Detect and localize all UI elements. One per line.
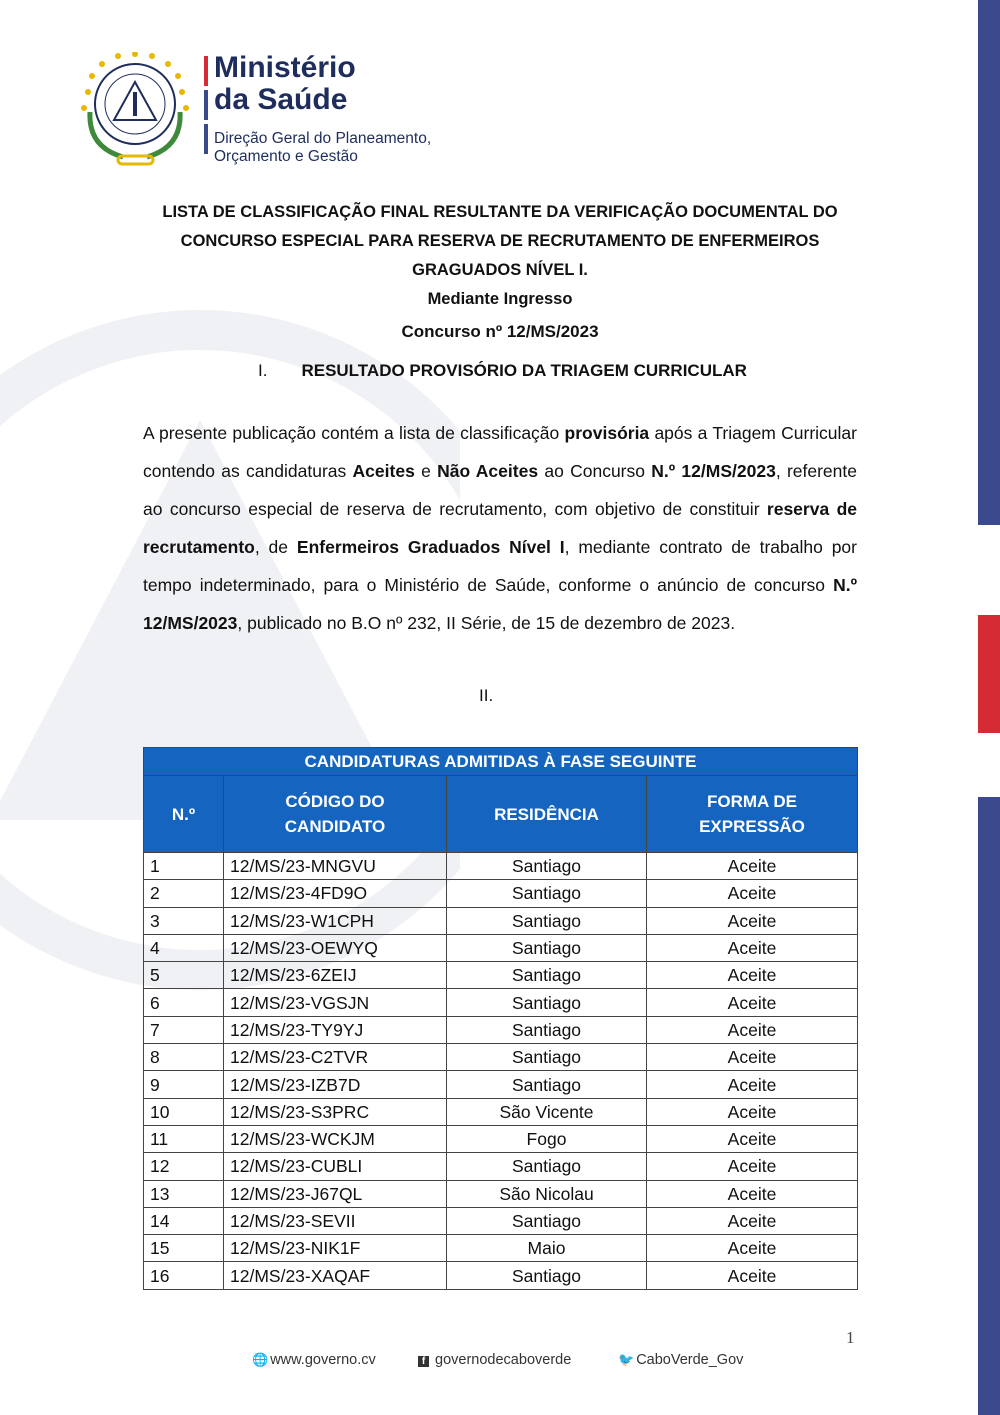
row-residence: Santiago [447,989,647,1016]
row-residence: Santiago [447,934,647,961]
table-row [144,1044,858,1071]
facebook-icon: f [418,1356,429,1367]
row-residence: Santiago [447,1044,647,1071]
globe-icon: 🌐 [252,1352,269,1367]
row-residence: Maio [447,1235,647,1262]
page-number: 1 [846,1328,855,1347]
table-row [144,1016,858,1043]
row-residence: São Nicolau [447,1180,647,1207]
row-residence: Santiago [447,962,647,989]
table-row [144,1071,858,1098]
row-residence: Santiago [447,1016,647,1043]
table-row [144,853,858,880]
col-header-status: FORMA DE EXPRESSÃO [647,776,858,853]
row-number: 3 [144,907,224,934]
row-number: 10 [144,1098,224,1125]
row-code: 12/MS/23-IZB7D [224,1071,447,1098]
title-line-4: Mediante Ingresso [427,290,573,308]
twitter-icon: 🐦 [618,1352,635,1367]
row-status: Aceite [647,1125,858,1152]
row-code: 12/MS/23-C2TVR [224,1044,447,1071]
table-row [144,1098,858,1125]
row-number: 6 [144,989,224,1016]
row-status: Aceite [647,1262,858,1289]
row-code: 12/MS/23-J67QL [224,1180,447,1207]
coat-of-arms-logo [78,52,193,170]
footer-facebook[interactable]: f governodecaboverde [418,1352,571,1368]
row-status: Aceite [647,1235,858,1262]
row-number: 16 [144,1262,224,1289]
table-row [144,1153,858,1180]
side-bar-blue-top [978,0,1000,525]
row-code: 12/MS/23-W1CPH [224,907,447,934]
row-residence: Santiago [447,853,647,880]
sub-line-1: Direção Geral do Planeamento, [214,130,432,147]
row-code: 12/MS/23-SEVII [224,1207,447,1234]
table-row [144,1207,858,1234]
row-status: Aceite [647,880,858,907]
side-bar-blue-bottom [978,797,1000,1415]
row-number: 13 [144,1180,224,1207]
title-line-2: CONCURSO ESPECIAL PARA RESERVA DE RECRUTAMENTO DE ENFERMEIROS [180,232,820,250]
row-status: Aceite [647,1044,858,1071]
section-1-title: RESULTADO PROVISÓRIO DA TRIAGEM CURRICULAR [301,361,747,380]
row-status: Aceite [647,934,858,961]
row-status: Aceite [647,989,858,1016]
row-code: 12/MS/23-NIK1F [224,1235,447,1262]
row-residence: Fogo [447,1125,647,1152]
row-residence: Santiago [447,1071,647,1098]
row-status: Aceite [647,962,858,989]
sub-line-2: Orçamento e Gestão [214,148,358,165]
row-number: 9 [144,1071,224,1098]
row-code: 12/MS/23-6ZEIJ [224,962,447,989]
footer-twitter[interactable]: 🐦 CaboVerde_Gov [618,1352,744,1368]
row-number: 12 [144,1153,224,1180]
table-row [144,907,858,934]
row-number: 5 [144,962,224,989]
concurso-number: Concurso nº 12/MS/2023 [401,322,599,341]
row-code: 12/MS/23-TY9YJ [224,1016,447,1043]
row-residence: Santiago [447,880,647,907]
document-title [140,198,860,314]
row-status: Aceite [647,1071,858,1098]
brand-title [214,52,356,116]
title-line-1: LISTA DE CLASSIFICAÇÃO FINAL RESULTANTE DA VERIFICAÇÃO DOCUMENTAL DO [162,203,838,221]
table-row [144,1180,858,1207]
row-number: 2 [144,880,224,907]
row-residence: Santiago [447,1153,647,1180]
table-row [144,934,858,961]
brand-line-1: Ministério [214,51,356,84]
table-row [144,1262,858,1289]
candidates-table [143,747,858,1290]
row-code: 12/MS/23-4FD9O [224,880,447,907]
row-code: 12/MS/23-OEWYQ [224,934,447,961]
col-header-code: CÓDIGO DO CANDIDATO [224,776,447,853]
row-residence: Santiago [447,1207,647,1234]
col-header-number: N.º [144,776,224,853]
row-residence: Santiago [447,907,647,934]
section-1-number: I. [258,361,268,380]
row-residence: São Vicente [447,1098,647,1125]
section-1-heading [258,361,747,381]
title-line-3: GRAGUADOS NÍVEL I. [412,261,588,279]
row-status: Aceite [647,1153,858,1180]
table-row [144,962,858,989]
row-status: Aceite [647,853,858,880]
row-residence: Santiago [447,1262,647,1289]
table-row [144,989,858,1016]
row-number: 11 [144,1125,224,1152]
col-header-residence: RESIDÊNCIA [447,776,647,853]
footer-website[interactable]: 🌐 www.governo.cv [252,1352,376,1368]
row-code: 12/MS/23-S3PRC [224,1098,447,1125]
side-bar-red [978,615,1000,733]
intro-paragraph: A presente publicação contém a lista de classificação provisória após a Triagem Curricular contendo as candidaturas Aceites e Não Aceites ao Concurso N.º 12/MS/2023, referente ao concurso especial de reserva de recrutamento, com objetivo de constituir reserva de recrutamento, de Enfermeiros Graduados Nível I, mediante contrato de trabalho por tempo indeterminado, para o Ministério de Saúde, conforme o anúncio de concurso N.º 12/MS/2023, publicado no B.O nº 232, II Série, de 15 de dezembro de 2023. [143,423,857,633]
row-code: 12/MS/23-WCKJM [224,1125,447,1152]
table-row [144,1125,858,1152]
section-2-heading: II. [479,686,494,705]
row-number: 1 [144,853,224,880]
brand-subtitle [214,130,431,166]
row-status: Aceite [647,1180,858,1207]
row-number: 4 [144,934,224,961]
row-status: Aceite [647,907,858,934]
row-status: Aceite [647,1207,858,1234]
row-status: Aceite [647,1098,858,1125]
table-row [144,880,858,907]
row-code: 12/MS/23-CUBLI [224,1153,447,1180]
row-code: 12/MS/23-MNGVU [224,853,447,880]
row-status: Aceite [647,1016,858,1043]
brand-divider [204,56,208,166]
row-number: 7 [144,1016,224,1043]
row-code: 12/MS/23-XAQAF [224,1262,447,1289]
row-code: 12/MS/23-VGSJN [224,989,447,1016]
table-row [144,1235,858,1262]
brand-line-2: da Saúde [214,83,348,116]
row-number: 8 [144,1044,224,1071]
table-title: CANDIDATURAS ADMITIDAS À FASE SEGUINTE [144,748,858,776]
row-number: 14 [144,1207,224,1234]
row-number: 15 [144,1235,224,1262]
